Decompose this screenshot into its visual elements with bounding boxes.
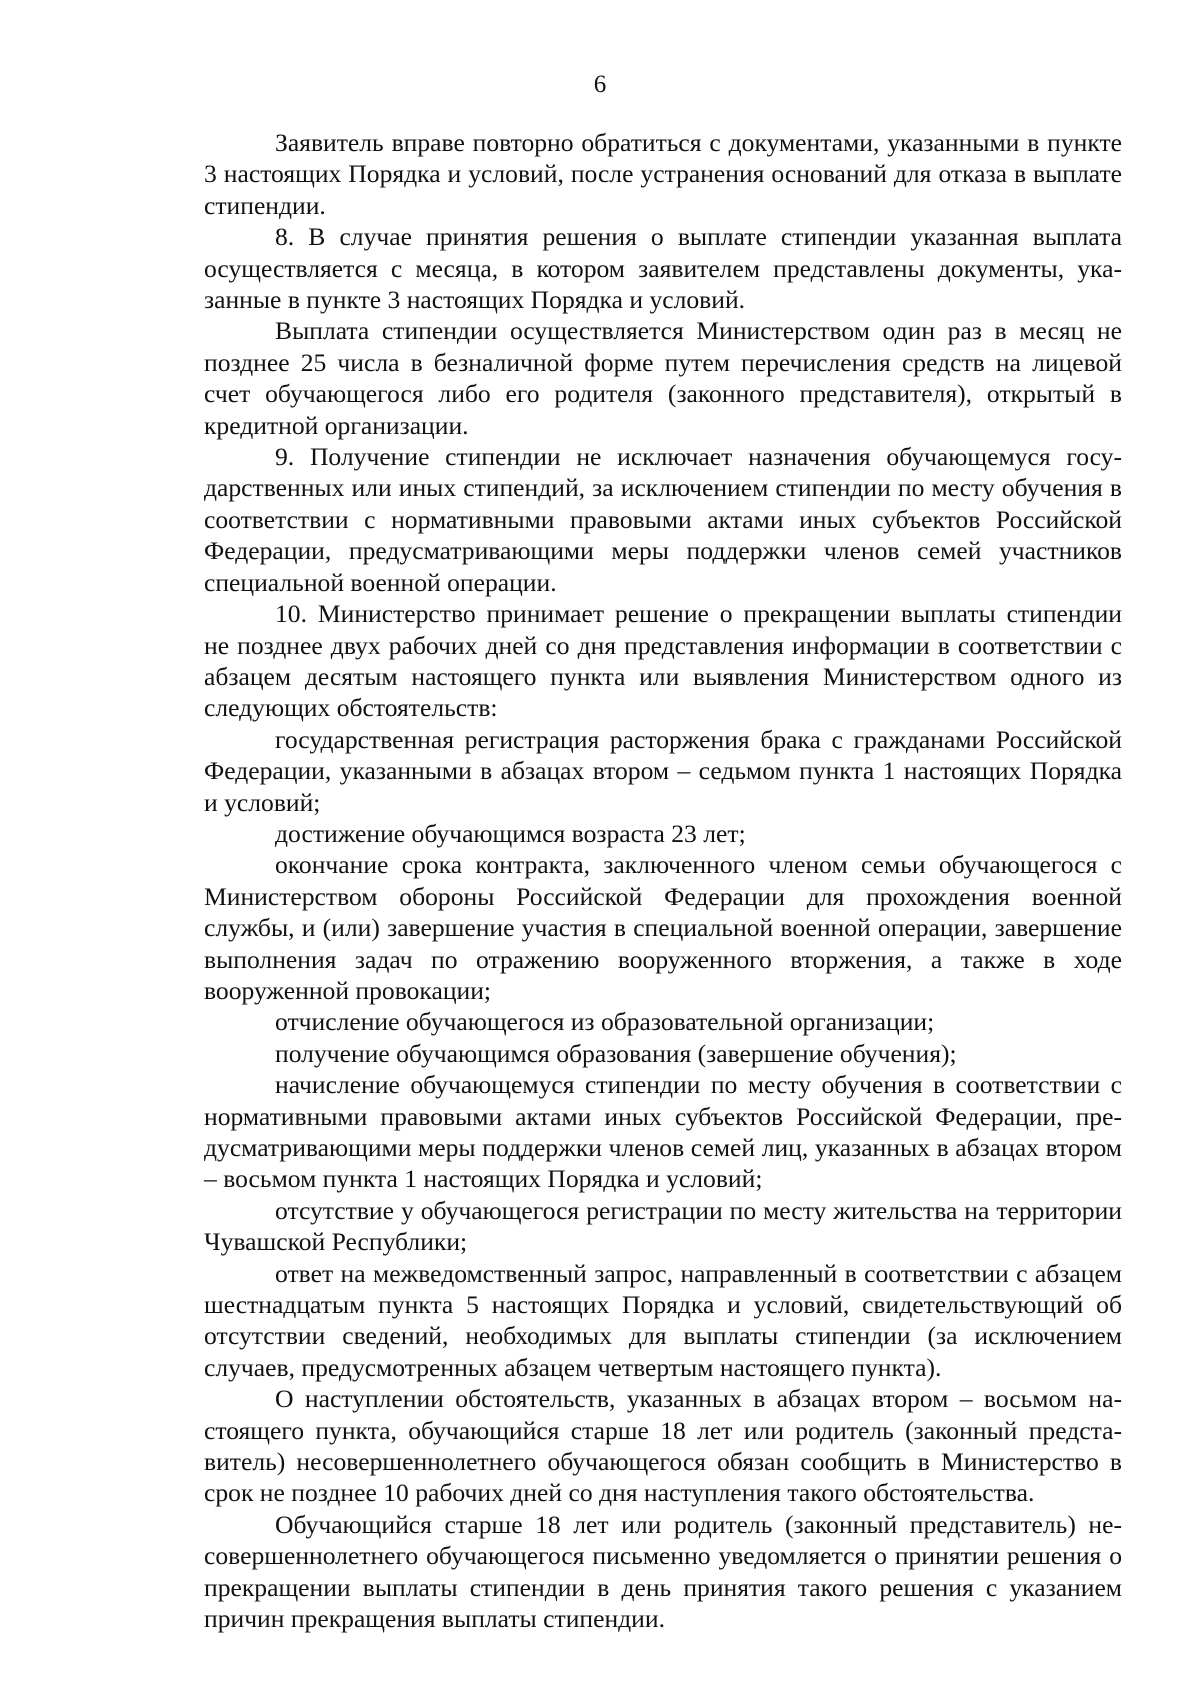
list-item-expulsion: отчисление обучающегося из образовательной организации; bbox=[275, 1007, 935, 1037]
paragraph-10-termination-decision: 10. Министерство принимает решение о прекращении выплаты стипендии не позднее двух рабочих дней со дня представления информации в соответствии с абзацем десятым настоящего пункта или выявления Министерством одного из следующих обстоятельств: bbox=[204, 599, 1122, 723]
list-item-no-registration: отсутствие у обучающегося регистрации по месту жительства на территории Чувашской Республики; bbox=[204, 1195, 1122, 1257]
paragraph-reapply: Заявитель вправе повторно обратиться с документами, указанными в пункте 3 настоящих Порядка и условий, после устранения оснований для отказа в выплате стипендии. bbox=[204, 128, 1122, 220]
paragraph-9-other-scholarships: 9. Получение стипендии не исключает назначения обучающемуся государственных или иных стипендий, за исключением стипендии по месту обучения в соответствии с нормативными правовыми актами иных субъектов Российской Федерации, предусматривающими меры поддержки членов семей участников специальной военной операции. bbox=[204, 442, 1122, 597]
paragraph-8-payment-start: 8. В случае принятия решения о выплате стипендии указанная выплата осуществляется с месяца, в котором заявителем представлены документы, указанные в пункте 3 настоящих Порядка и условий. bbox=[204, 222, 1122, 315]
list-item-divorce: государственная регистрация расторжения брака с гражданами Российской Федерации, указанными в абзацах втором – седьмом пункта 1 настоящих Порядка и условий; bbox=[204, 724, 1122, 817]
paragraph-written-notice: Обучающийся старше 18 лет или родитель (законный представитель) несовершеннолетнего обучающегося письменно уведомляется о принятии решения о прекращении выплаты стипендии в день принятия такого решения с указанием причин прекращения выплаты стипендии. bbox=[204, 1509, 1122, 1634]
list-item-graduation: получение обучающимся образования (завершение обучения); bbox=[275, 1038, 957, 1068]
page-number: 6 bbox=[593, 71, 607, 98]
paragraph-obligation-to-notify: О наступлении обстоятельств, указанных в абзацах втором – восьмом настоящего пункта, обучающийся старше 18 лет или родитель (законный представитель) несовершеннолетнего обучающегося обязан сообщить в Министерство в срок не позднее 10 рабочих дней со дня наступления такого обстоятельства. bbox=[204, 1384, 1122, 1508]
list-item-contract-end: окончание срока контракта, заключенного членом семьи обучающегося с Министерством обороны Российской Федерации для прохождения военной службы, и (или) завершение участия в специальной военной операции, завершение выполнения задач по отражению вооруженного вторжения, а также в ходе вооруженной провокации; bbox=[204, 850, 1122, 1005]
list-item-interagency-response: ответ на межведомственный запрос, направленный в соответствии с абзацем шестнадцатым пункта 5 настоящих Порядка и условий, свидетельствующий об отсутствии сведений, необходимых для выплаты стипендии (за исключением случаев, предусмотренных абзацем четвертым настоящего пункта). bbox=[204, 1258, 1122, 1382]
document-body bbox=[204, 127, 1122, 1635]
paragraph-payment-procedure: Выплата стипендии осуществляется Министерством один раз в месяц не позднее 25 числа в безналичной форме путем перечисления средств на лицевой счет обучающегося либо его родителя (законного представителя), открытый в кредитной организации. bbox=[204, 316, 1122, 440]
list-item-other-region-scholarship: начисление обучающемуся стипендии по месту обучения в соответствии с нормативными правовыми актами иных субъектов Российской Федерации, предусматривающими меры поддержки членов семей лиц, указанных в абзацах втором – восьмом пункта 1 настоящих Порядка и условий; bbox=[204, 1070, 1122, 1194]
list-item-age-23: достижение обучающимся возраста 23 лет; bbox=[275, 818, 746, 848]
